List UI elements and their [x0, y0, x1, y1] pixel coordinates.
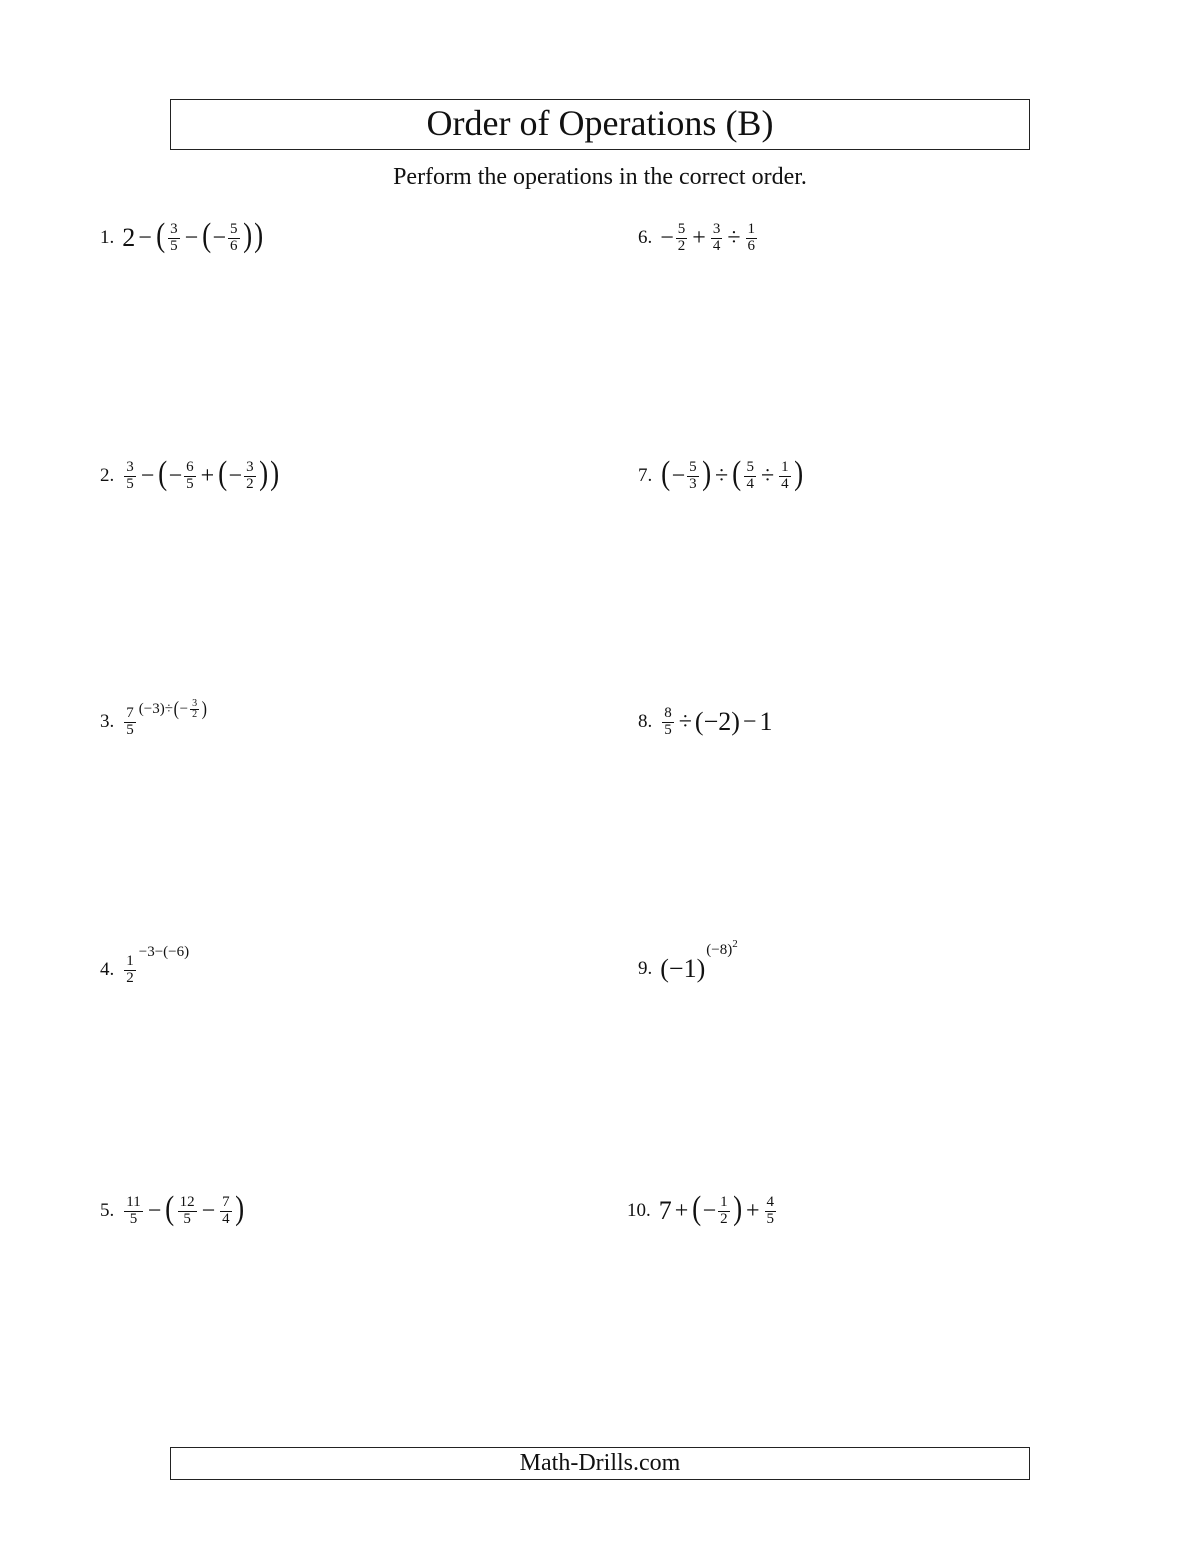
problem-number: 7.: [638, 465, 653, 487]
problem-number: 2.: [100, 465, 115, 487]
problem-3: [100, 697, 208, 739]
instructions: Perform the operations in the correct order.: [393, 164, 807, 190]
problem-5: [100, 1190, 245, 1228]
problem-2: [100, 455, 280, 493]
problem-number: 10.: [627, 1200, 651, 1222]
problem-4: [100, 944, 190, 987]
problem-expression: ( − $\frac{5}{3}$ ) ÷ ( $\frac{5}{4}$ ÷ $\frac{1}{4}$ ): [661, 455, 803, 493]
worksheet-title: Order of Operations (B): [170, 99, 1030, 150]
problem-number: 3.: [100, 711, 115, 733]
problem-number: 1.: [100, 227, 115, 249]
footer-source: Math-Drills.com: [170, 1447, 1030, 1480]
problem-number: 9.: [638, 958, 653, 979]
problem-expression: $\frac{8}{5}$ ÷ (−2) − 1: [664, 705, 773, 738]
problem-expression: $\frac{11}{5}$ − ( $\frac{12}{5}$ − $\frac{7}{4}$ ): [126, 1190, 244, 1228]
problem-number: 5.: [100, 1200, 115, 1222]
problem-expression: $\frac{3}{5}$ − ( − $\frac{6}{5}$ + ( − $\frac{3}{2}$ ) ): [126, 455, 280, 493]
problem-8: [638, 706, 772, 739]
problem-number: 4.: [100, 959, 115, 981]
problem-number: 8.: [638, 711, 653, 733]
problem-expression: − $\frac{5}{2}$ + $\frac{3}{4}$ ÷ $\frac{1}{6}$: [660, 221, 756, 254]
problem-expression: (−1) (−8) 2: [660, 938, 738, 983]
problem-expression: $\frac{7}{5}$ (−3)÷ ( − $\frac{3}{2}$ ): [126, 697, 208, 738]
problem-expression: 2 − ( $\frac{3}{5}$ − ( − $\frac{5}{6}$ ) ): [122, 217, 264, 255]
problem-7: [638, 455, 804, 493]
problem-number: 6.: [638, 227, 653, 249]
problem-expression: $\frac{1}{2}$ −3−(−6): [126, 944, 190, 986]
problem-10: [627, 1190, 778, 1228]
problem-9: [638, 938, 738, 984]
problem-1: [100, 217, 264, 255]
problem-6: [638, 222, 759, 255]
problem-expression: 7 + ( − $\frac{1}{2}$ ) + $\frac{4}{5}$: [658, 1190, 775, 1228]
